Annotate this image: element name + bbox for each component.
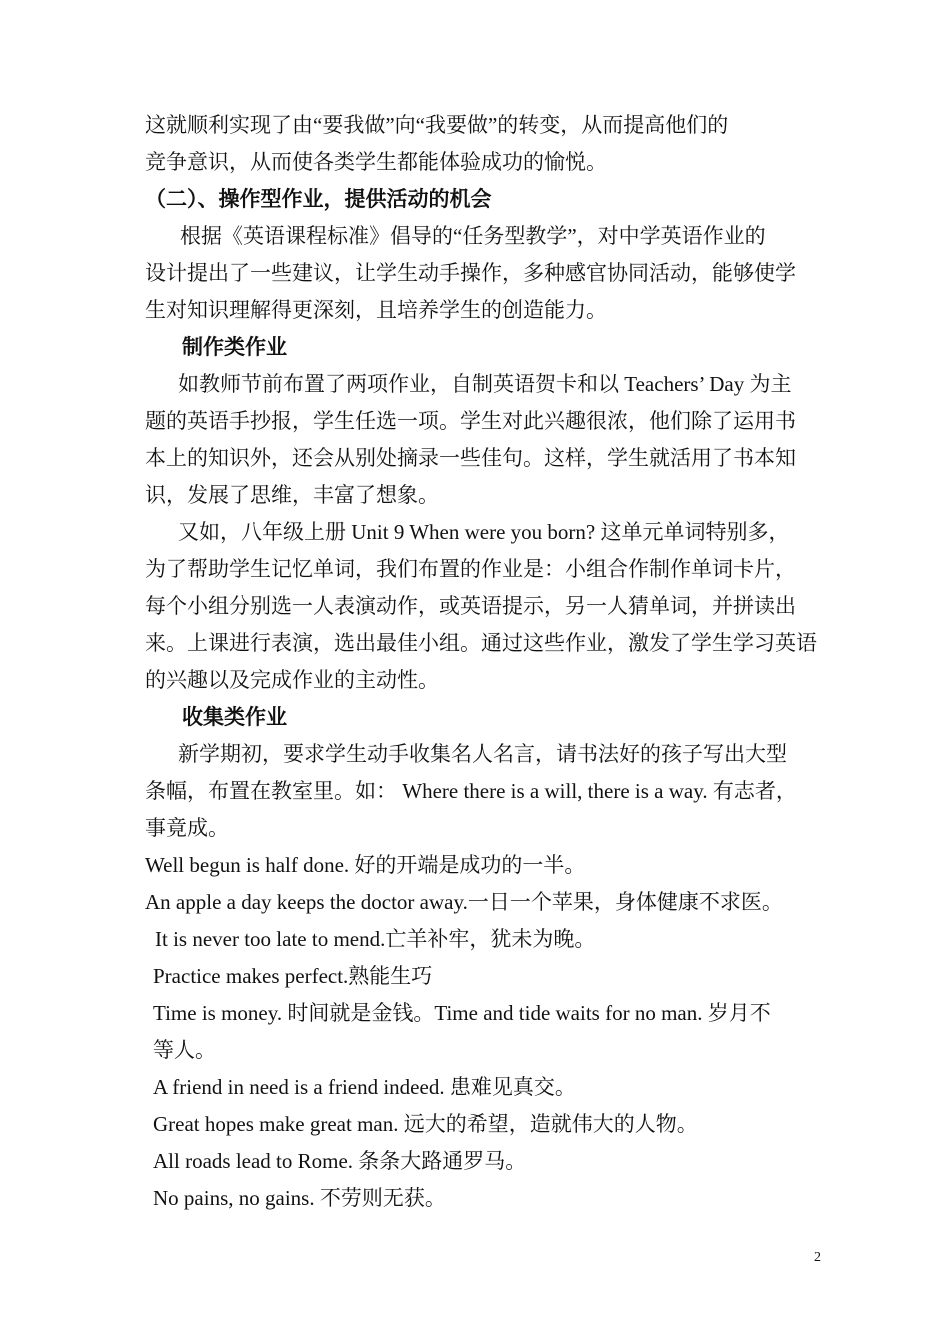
section-heading: （二）、操作型作业，提供活动的机会 <box>145 187 492 211</box>
quote-line: No pains, no gains. 不劳则无获。 <box>153 1186 446 1210</box>
paragraph-line: 来。上课进行表演，选出最佳小组。通过这些作业，激发了学生学习英语 <box>145 631 817 655</box>
paragraph-line: 生对知识理解得更深刻，且培养学生的创造能力。 <box>145 298 607 322</box>
paragraph-line: 事竟成。 <box>145 816 229 840</box>
paragraph-line: 识，发展了思维，丰富了想象。 <box>145 483 439 507</box>
paragraph-line: 题的英语手抄报，学生任选一项。学生对此兴趣很浓，他们除了运用书 <box>145 409 796 433</box>
paragraph-line: 条幅，布置在教室里。如： Where there is a will, there is a way. 有志者， <box>145 779 797 803</box>
subsection-heading: 收集类作业 <box>182 705 287 729</box>
paragraph-line: 的兴趣以及完成作业的主动性。 <box>145 668 439 692</box>
subsection-heading: 制作类作业 <box>182 335 287 359</box>
quote-line: It is never too late to mend.亡羊补牢，犹未为晚。 <box>155 927 596 951</box>
paragraph-line: 本上的知识外，还会从别处摘录一些佳句。这样，学生就活用了书本知 <box>145 446 796 470</box>
quote-line: Well begun is half done. 好的开端是成功的一半。 <box>145 853 586 877</box>
paragraph-line: 根据《英语课程标准》倡导的“任务型教学”，对中学英语作业的 <box>180 224 766 248</box>
quote-line: Practice makes perfect.熟能生巧 <box>153 964 433 988</box>
quote-line: Time is money. 时间就是金钱。Time and tide waits for no man. 岁月不 <box>153 1001 771 1025</box>
quote-line: An apple a day keeps the doctor away.一日一个苹果，身体健康不求医。 <box>145 890 783 914</box>
paragraph-line: 又如，八年级上册 Unit 9 When were you born? 这单元单词特别多， <box>178 520 790 544</box>
paragraph-line: 为了帮助学生记忆单词，我们布置的作业是：小组合作制作单词卡片， <box>145 557 796 581</box>
paragraph-line: 竞争意识，从而使各类学生都能体验成功的愉悦。 <box>145 150 607 174</box>
paragraph-line: 每个小组分别选一人表演动作，或英语提示，另一人猜单词，并拼读出 <box>145 594 796 618</box>
quote-line: A friend in need is a friend indeed. 患难见真交。 <box>153 1075 576 1099</box>
paragraph-line: 新学期初，要求学生动手收集名人名言，请书法好的孩子写出大型 <box>178 742 787 766</box>
quote-line: 等人。 <box>153 1038 216 1062</box>
paragraph-line: 这就顺利实现了由“要我做”向“我要做”的转变，从而提高他们的 <box>145 113 729 137</box>
quote-line: Great hopes make great man. 远大的希望，造就伟大的人物。 <box>153 1112 698 1136</box>
page-number: 2 <box>814 1250 821 1265</box>
quote-line: All roads lead to Rome. 条条大路通罗马。 <box>153 1149 527 1173</box>
paragraph-line: 设计提出了一些建议，让学生动手操作，多种感官协同活动，能够使学 <box>145 261 796 285</box>
paragraph-line: 如教师节前布置了两项作业，自制英语贺卡和以 Teachers’ Day 为主 <box>178 372 792 396</box>
